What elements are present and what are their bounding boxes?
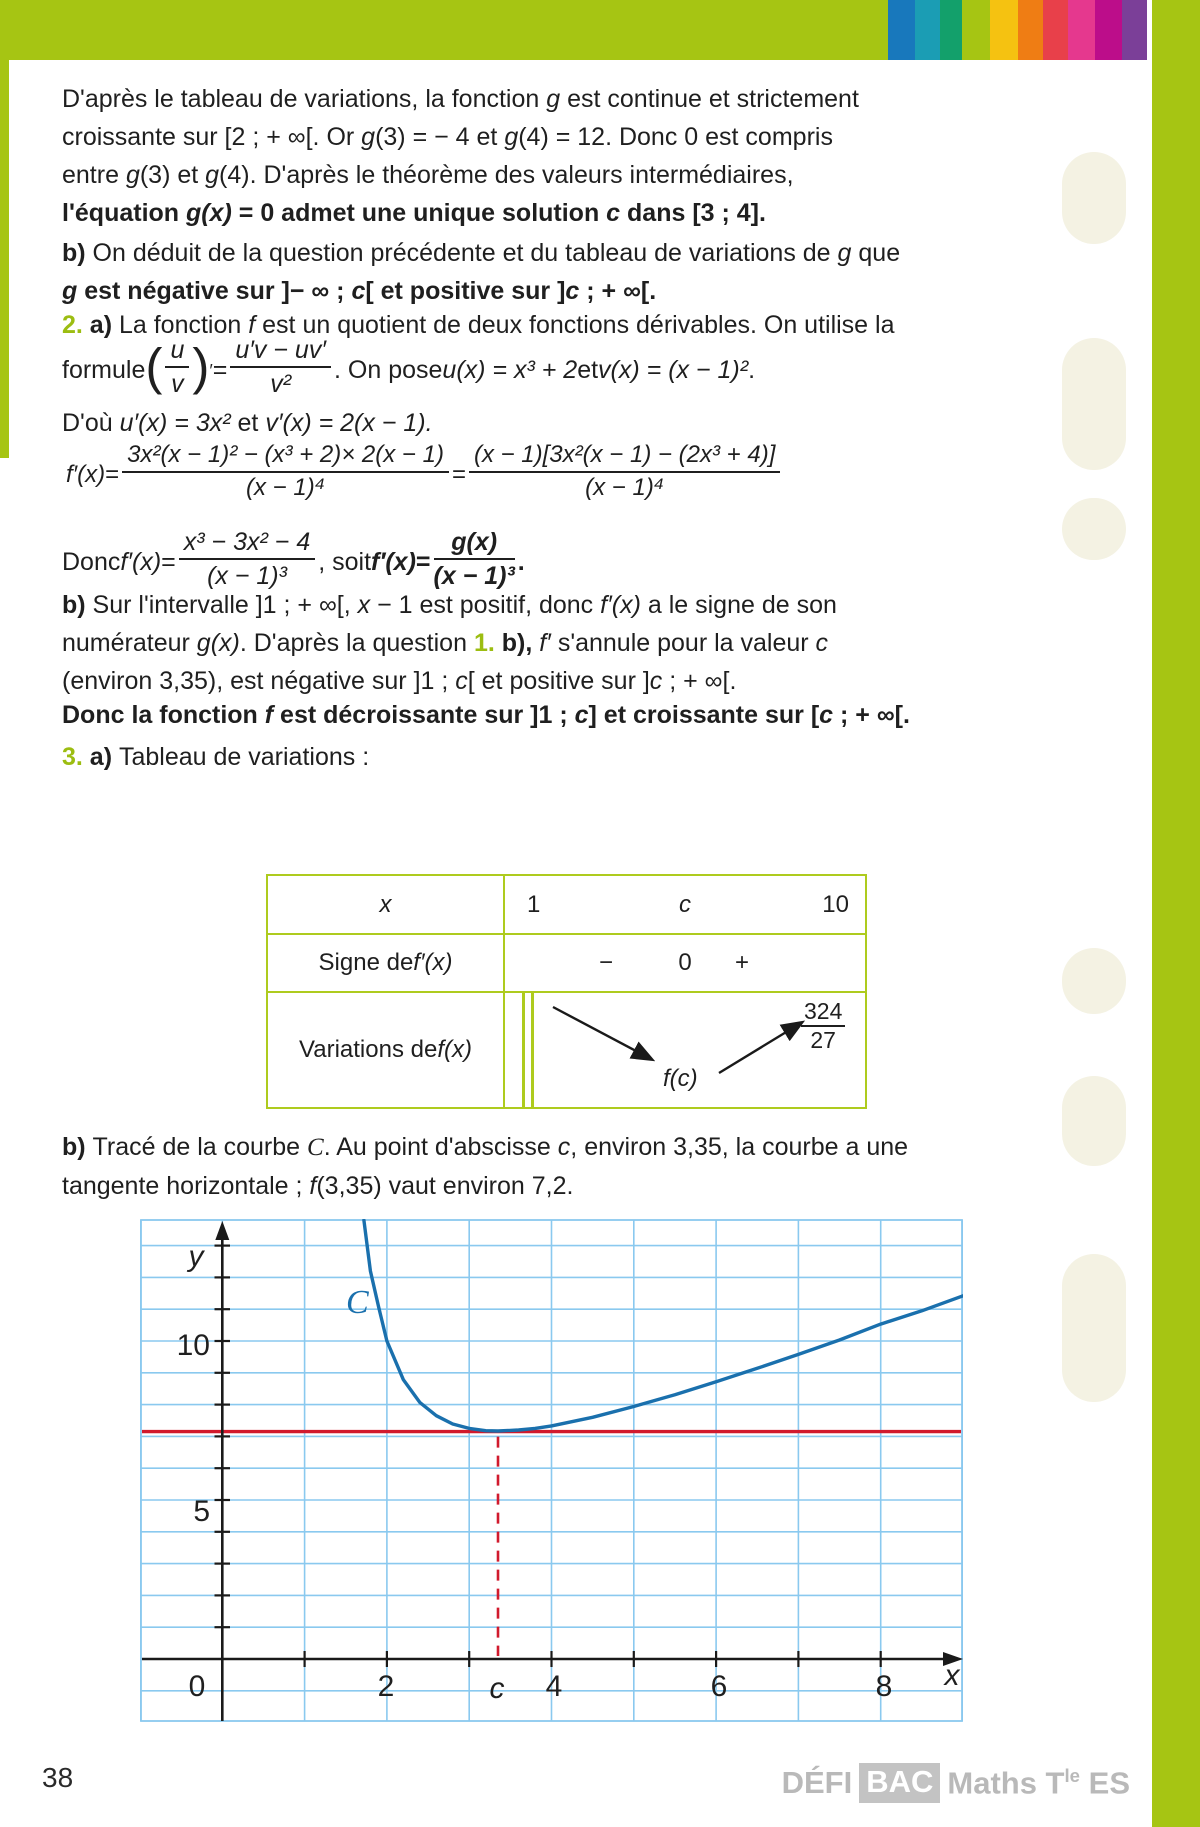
math-var: g <box>62 277 78 305</box>
table-header-values <box>505 876 865 935</box>
variations-row-content <box>505 993 865 1107</box>
math-var: g <box>125 161 140 189</box>
text-run-bold: ; + ∞[. <box>833 701 910 729</box>
math-var: g <box>504 123 519 151</box>
x-value-c: c <box>679 890 691 918</box>
math-expression: v′(x) = 2(x − 1). <box>265 409 433 437</box>
fraction-numerator: x³ − 3x² − 4 <box>179 528 315 560</box>
text-run: . Au point d'abscisse <box>323 1133 558 1161</box>
big-paren: ) <box>192 338 210 396</box>
y-tick-label-5: 5 <box>193 1495 210 1528</box>
math-expression: f′(x) <box>600 591 641 619</box>
margin-pill <box>1062 948 1126 1014</box>
sign-minus: − <box>599 949 614 976</box>
quotient-rule-line <box>62 338 755 402</box>
fraction <box>469 442 780 502</box>
text-run: . On pose <box>334 356 443 384</box>
math-expression: u(x) = x³ + 2 <box>442 356 578 384</box>
margin-pill <box>1062 338 1126 470</box>
text-run: Tableau de variations : <box>118 743 370 771</box>
text-run: est continue et strictement <box>560 85 859 113</box>
text-run-bold: = 0 admet une unique solution <box>231 199 607 227</box>
math-var: g(x) <box>186 199 232 227</box>
text-run: (environ 3,35), est négative sur ]1 ; <box>62 667 456 695</box>
right-green-strip <box>1152 0 1200 1827</box>
brand-subject <box>947 1765 1130 1801</box>
question-number: 2. <box>62 311 90 339</box>
sign-label-text: Signe de <box>318 949 414 976</box>
math-expression: u′(x) = 3x² <box>119 409 231 437</box>
sign-zero: 0 <box>678 949 692 976</box>
color-stripe <box>990 0 1018 60</box>
text-run: [ et positive sur ] <box>467 667 650 695</box>
text-run: La fonction <box>118 311 249 339</box>
text-run: ; + ∞[. <box>662 667 737 695</box>
variations-label-math: f(x) <box>437 1036 472 1063</box>
text-run: D'après le tableau de variations, la fonction <box>62 85 547 113</box>
math-var: c <box>649 667 663 695</box>
text-run: . D'après la question <box>239 629 474 657</box>
fraction-denominator: (x − 1)⁴ <box>246 474 326 501</box>
increasing-arrow <box>719 1023 801 1073</box>
text-run: croissante sur [2 ; + ∞[. Or <box>62 123 362 151</box>
x-tick-label-4: 4 <box>545 1670 563 1703</box>
text-run-bold: dans [3 ; 4]. <box>620 199 766 227</box>
math-var: c <box>819 701 834 729</box>
fraction-numerator: g(x) <box>434 528 515 560</box>
paragraph-3-intro <box>62 738 369 776</box>
text-run-bold: ; + ∞[. <box>579 277 657 305</box>
text-run: D'où <box>62 409 120 437</box>
fraction-derivative <box>230 336 331 398</box>
x-tick-label-8: 8 <box>875 1670 893 1703</box>
color-stripe <box>915 0 940 60</box>
text-run: formule <box>62 356 146 384</box>
math-expression: f′(x) <box>371 548 416 576</box>
text-run: Donc <box>62 548 121 576</box>
fraction-denominator: v <box>171 370 184 398</box>
math-expression: v(x) = (x − 1)² <box>598 356 749 384</box>
math-var: c <box>565 277 580 305</box>
brand-logo <box>0 1763 1130 1803</box>
text-run: − 1 est positif, donc <box>370 591 601 619</box>
variations-label-text: Variations de <box>299 1036 438 1063</box>
fraction-denominator: (x − 1)³ <box>207 562 287 590</box>
big-paren: ( <box>145 338 163 396</box>
text-run: (3) = − 4 et <box>375 123 505 151</box>
item-marker: a) <box>89 743 119 771</box>
math-expression: f′(x) <box>66 461 106 488</box>
math-var: c <box>557 1133 571 1161</box>
text-run-bold: l'équation <box>62 199 186 227</box>
fraction <box>434 528 515 590</box>
color-stripe <box>962 0 990 60</box>
fraction <box>122 442 449 502</box>
function-graph <box>140 1219 963 1722</box>
x-value-1: 1 <box>527 890 541 918</box>
fraction-denominator: (x − 1)⁴ <box>585 474 665 501</box>
text-run: tangente horizontale ; <box>62 1172 310 1200</box>
math-var: g <box>205 161 220 189</box>
paragraph-3b <box>62 1128 908 1205</box>
item-marker: b) <box>62 591 93 619</box>
text-run: , soit <box>318 548 372 576</box>
variations-row-label <box>268 993 505 1107</box>
margin-pill <box>1062 152 1126 244</box>
text-run: On déduit de la question précédente et du tableau de variations de <box>92 239 838 267</box>
text-run-bold: Donc la fonction <box>62 701 265 729</box>
table-x-label: x <box>379 890 392 918</box>
sign-label-math: f′(x) <box>413 949 453 976</box>
text-run: Tracé de la courbe <box>92 1133 308 1161</box>
math-var: f <box>309 1172 317 1200</box>
fraction-numerator: (x − 1)[3x²(x − 1) − (2x³ + 4)] <box>469 442 780 473</box>
math-var: g <box>361 123 376 151</box>
conclusion-line <box>62 696 910 734</box>
top-green-bar <box>0 0 888 60</box>
x-value-10: 10 <box>822 890 849 918</box>
color-stripes <box>888 0 1147 60</box>
text-run: (3,35) vaut environ 7,2. <box>316 1172 574 1200</box>
item-marker: a) <box>89 311 119 339</box>
y-tick-label-10: 10 <box>176 1329 210 1362</box>
text-run-bold: est décroissante sur ]1 ; <box>273 701 575 729</box>
math-var: c <box>606 199 621 227</box>
fraction-denominator: v² <box>270 370 292 398</box>
fraction-numerator: u <box>165 336 189 368</box>
fraction-denominator: (x − 1)³ <box>433 562 515 590</box>
sign-row-label <box>268 935 505 993</box>
color-stripe <box>1018 0 1043 60</box>
equals-sign: = <box>415 548 431 576</box>
question-number: 3. <box>62 743 90 771</box>
math-var: f <box>264 701 274 729</box>
x-tick-label-0: 0 <box>188 1670 206 1703</box>
color-stripe <box>1043 0 1068 60</box>
text-run: (3) et <box>139 161 206 189</box>
text-run: = <box>212 356 228 384</box>
text-run: Sur l'intervalle ]1 ; + ∞[, <box>92 591 358 619</box>
text-run: est un quotient de deux fonctions dérivables. On utilise la <box>255 311 895 339</box>
fraction-denominator: 27 <box>810 1027 836 1054</box>
text-run: numérateur <box>62 629 197 657</box>
brand-subject-text: Maths T <box>947 1765 1065 1801</box>
fraction <box>179 528 315 590</box>
math-var: c <box>815 629 829 657</box>
fraction-numerator: 3x²(x − 1)² − (x³ + 2)× 2(x − 1) <box>122 442 449 473</box>
paragraph-1b <box>62 234 900 310</box>
text-run: (4). D'après le théorème des valeurs intermédiaires, <box>219 161 794 189</box>
question-ref: 1. <box>473 629 502 657</box>
color-stripe <box>1122 0 1147 60</box>
page-number: 38 <box>42 1762 74 1793</box>
left-green-strip <box>0 0 9 458</box>
text-run: a le signe de son <box>640 591 837 619</box>
x-axis-label: x <box>944 1659 960 1692</box>
text-run: et <box>230 409 266 437</box>
sign-row-values <box>505 935 865 993</box>
equals-sign: = <box>451 461 466 488</box>
equals-sign: = <box>105 461 120 488</box>
max-value-fraction <box>801 999 845 1054</box>
margin-pill <box>1062 1254 1126 1402</box>
brand-bac-box: BAC <box>859 1763 940 1803</box>
math-var: c <box>455 667 468 695</box>
text-run-bold: ] et croissante sur [ <box>588 701 820 729</box>
paragraph-1 <box>62 80 859 232</box>
margin-pill <box>1062 1076 1126 1166</box>
item-marker: b) <box>62 239 93 267</box>
curve-label-C: C <box>346 1284 369 1321</box>
y-axis-label: y <box>188 1240 204 1273</box>
color-stripe <box>940 0 962 60</box>
text-run: et <box>577 356 599 384</box>
x-tick-label-c: c <box>489 1672 505 1705</box>
text-run-bold: [ et positive sur ] <box>365 277 566 305</box>
paragraph-2b <box>62 586 837 700</box>
color-stripe <box>1095 0 1122 60</box>
fraction-numerator: u′v − uv′ <box>230 336 331 368</box>
min-value-fc: f(c) <box>663 1065 698 1092</box>
text-run: que <box>851 239 901 267</box>
text-run-bold: . <box>517 548 525 576</box>
item-ref: b), <box>501 629 540 657</box>
math-var: g <box>546 85 561 113</box>
brand-defi: DÉFI <box>781 1765 853 1800</box>
brand-grade-sup: le <box>1064 1764 1081 1786</box>
text-run: (4) = 12. Donc 0 est compris <box>518 123 833 151</box>
decreasing-arrow <box>553 1007 651 1059</box>
text-run: , environ 3,35, la courbe a une <box>570 1133 909 1161</box>
math-var: g <box>837 239 852 267</box>
table-header-x <box>268 876 505 935</box>
brand-series: ES <box>1088 1765 1130 1801</box>
text-run: . <box>748 356 756 384</box>
text-run: entre <box>62 161 126 189</box>
text-run: s'annule pour la valeur <box>550 629 816 657</box>
math-expression: f′(x) <box>120 548 162 576</box>
math-var: f <box>248 311 256 339</box>
prime-mark: ′ <box>209 360 213 380</box>
variation-table <box>266 874 867 1109</box>
color-stripe <box>1068 0 1095 60</box>
text-run-bold: est négative sur ]− ∞ ; <box>77 277 352 305</box>
color-stripe <box>888 0 915 60</box>
math-var: f′ <box>539 629 551 657</box>
margin-pill <box>1062 498 1126 560</box>
math-expression: g(x) <box>196 629 240 657</box>
fraction-u-v <box>165 336 189 398</box>
curve-name: C <box>307 1134 324 1161</box>
x-tick-label-6: 6 <box>710 1670 728 1703</box>
math-var: c <box>574 701 589 729</box>
equals-sign: = <box>161 548 176 576</box>
x-tick-label-2: 2 <box>377 1670 395 1703</box>
item-marker: b) <box>62 1133 93 1161</box>
fraction-numerator: 324 <box>801 999 845 1027</box>
sign-plus: + <box>735 949 750 976</box>
math-var: c <box>351 277 366 305</box>
math-var: x <box>357 591 371 619</box>
fprime-equation <box>66 430 783 520</box>
